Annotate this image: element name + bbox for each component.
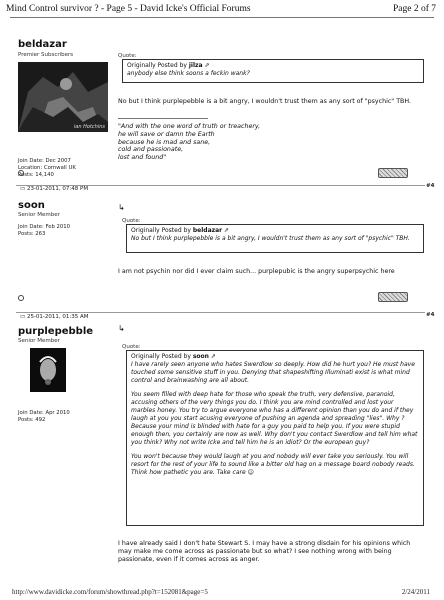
quote-label: Quote: <box>122 218 141 224</box>
quote-label: Quote: <box>118 53 137 59</box>
user-info <box>18 158 76 179</box>
quote-label: Quote: <box>122 344 141 350</box>
post-body: I have already said I don't hate Stewart S. I may have a strong disdain for his opinions which may make me come across as passionate but so what? I see nothing wrong with being passionate, even if it comes across as anger. <box>118 540 411 564</box>
quote-text: No but I think purplepebble is a bit angry, I wouldn't trust them as any sort of "psychic" TBH. <box>131 235 410 242</box>
post-count: Posts: 14,140 <box>18 172 54 178</box>
signature <box>118 123 418 162</box>
post-number[interactable]: #4 <box>426 312 435 318</box>
quote-box <box>126 224 424 253</box>
avatar-caption: ian Hotchins <box>73 124 105 130</box>
post-icon: ▭ <box>20 314 27 320</box>
post-username[interactable]: purplepebble <box>18 326 94 337</box>
print-header <box>6 4 436 16</box>
quote-text: I have rarely seen anyone who hates Swerdlow so deeply. How did he hurt you? He must have touched some sensitive stuff in you. Denying that shapeshifting Illuminati exist is what mind control and brainwashing are all about. <box>131 361 415 384</box>
quote-button-icon[interactable] <box>378 168 408 178</box>
quote-author[interactable]: beldazar <box>192 227 223 234</box>
post-icon: ▭ <box>20 186 27 192</box>
user-role: Premier Subscribers <box>18 52 74 58</box>
user-info <box>18 410 70 424</box>
post-body: I am not psychin nor did I ever claim such... purplepubic is the angry superpsychic here <box>118 268 395 275</box>
post-link-icon[interactable]: ⇗ <box>210 353 216 360</box>
quote-box <box>122 59 424 83</box>
quote-text: You seem filled with deep hate for those who speak the truth, very defensive, paranoid, accusing others of the very things you do. I think you are mind controlled and lost your marbles honey. You try to argue everyone who has a different opinion than you do and if they laugh at you you start acusing everyone of pushing an agenda and spreading "lies". Why ? Because your mind is blinded with hate for a guy you paid to help you. If you were stupid enough then, you certainly are now as well. Why don't you contact Swerdlow and tell him what you think? Why not write Icke and tell him he is an idiot? Or the european guy? <box>131 391 418 446</box>
quote-text <box>131 453 419 477</box>
smiley-icon: ☺ <box>247 469 254 476</box>
page-title: Mind Control survivor ? - Page 5 - David Icke's Official Forums <box>6 4 251 14</box>
print-date: 2/24/2011 <box>401 588 430 596</box>
quote-text: anybody else think soons a feckin wank? <box>127 70 250 77</box>
post-body: No but I think purplepebble is a bit angry, I wouldn't trust them as any sort of "psychic" TBH. <box>118 98 411 105</box>
divider <box>16 312 425 313</box>
page-number: Page 2 of 7 <box>392 4 436 14</box>
page-url: http://www.davidicke.com/forum/showthread.php?t=152081&page=5 <box>12 588 208 596</box>
post-username[interactable]: beldazar <box>18 39 67 50</box>
join-date: Join Date: Feb 2010 <box>18 224 70 230</box>
quote-prefix: Originally Posted by <box>127 62 187 69</box>
avatar <box>18 62 108 132</box>
avatar <box>30 348 66 392</box>
user-role: Senior Member <box>18 212 60 218</box>
quote-prefix: Originally Posted by <box>131 353 191 360</box>
signature-line: because he is mad and sane, <box>118 138 211 146</box>
signature-divider <box>118 118 208 119</box>
signature-line: he will save or damn the Earth <box>118 130 215 138</box>
post-link-icon[interactable]: ⇗ <box>204 62 210 69</box>
quote-prefix: Originally Posted by <box>131 227 191 234</box>
quote-button-icon[interactable] <box>378 292 408 302</box>
post-link-icon[interactable]: ⇗ <box>224 227 230 234</box>
post-date-text: 25-01-2011, 01:35 AM <box>26 314 89 320</box>
signature-line: lost and found" <box>118 154 167 162</box>
post-icon: ↳ <box>118 203 125 212</box>
post-icon: ↳ <box>118 324 125 333</box>
avatar-image <box>30 348 66 392</box>
quote-author[interactable]: jilza <box>188 62 203 69</box>
quote-box <box>126 350 424 526</box>
post-date <box>20 314 89 320</box>
post-icon <box>18 170 24 176</box>
divider <box>10 17 434 18</box>
post-icon <box>18 295 24 301</box>
quote-text-final: You won't because they would laugh at you and nobody will ever take you seriously. You will resort for the rest of your life to sound like a bitter old hag on a message board nobody reads. Think how pathetic you are. Take care <box>131 453 415 476</box>
post-date-text: 23-01-2011, 07:48 PM <box>26 186 89 192</box>
post-count: Posts: 263 <box>18 231 46 237</box>
signature-line: cold and passionate, <box>118 146 184 154</box>
quote-author[interactable]: soon <box>192 353 209 360</box>
location: Location: Cornwall UK <box>18 165 76 171</box>
user-role: Senior Member <box>18 338 60 344</box>
post-number[interactable]: #4 <box>426 183 435 189</box>
signature-line: "And with the one word of truth or treachery, <box>118 123 261 130</box>
post-count: Posts: 492 <box>18 417 46 423</box>
join-date: Join Date: Dec 2007 <box>18 158 71 164</box>
post-date <box>20 186 88 192</box>
join-date: Join Date: Apr 2010 <box>18 410 70 416</box>
avatar-image <box>18 62 108 132</box>
user-info <box>18 224 70 238</box>
post-username[interactable]: soon <box>18 200 45 211</box>
